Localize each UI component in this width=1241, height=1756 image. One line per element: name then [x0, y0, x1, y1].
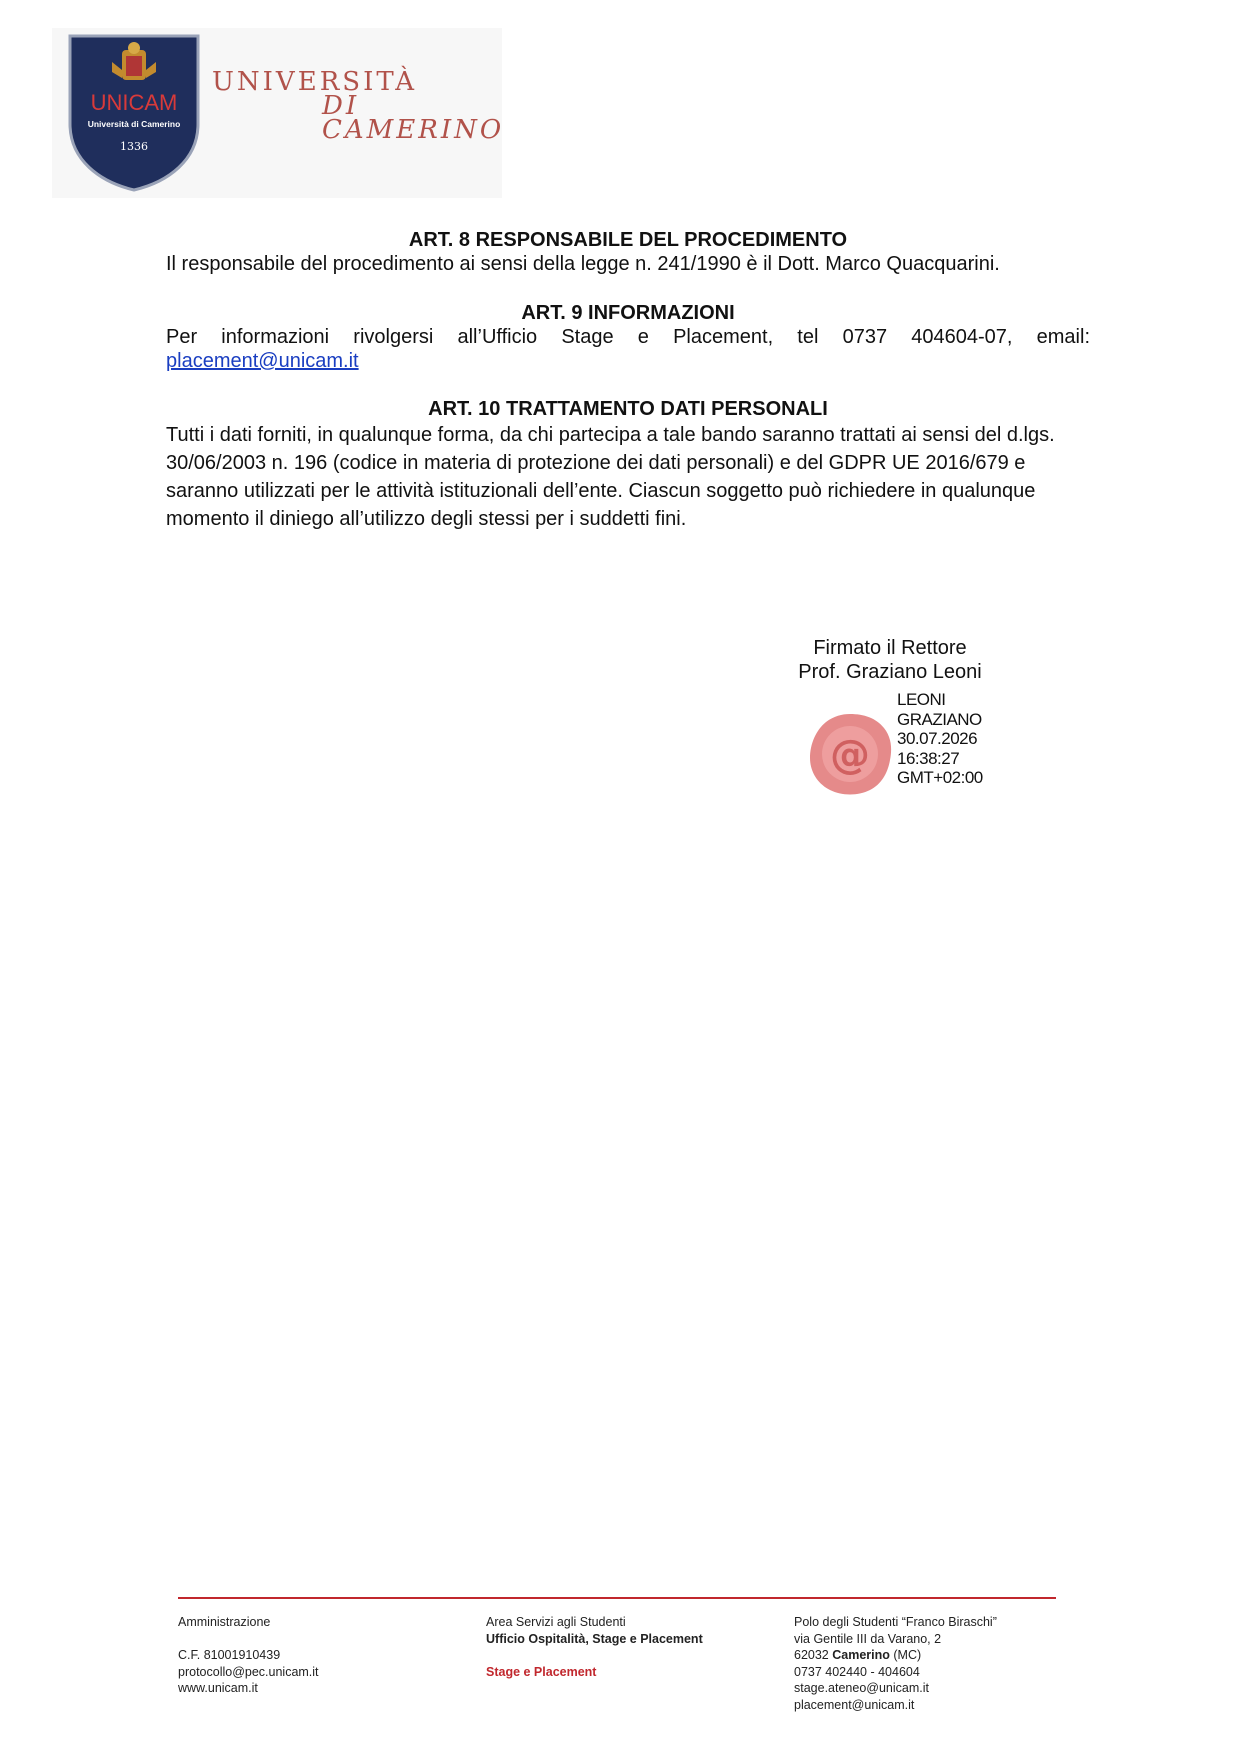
footer-divider [178, 1597, 1056, 1599]
article-title: ART. 10 TRATTAMENTO DATI PERSONALI [428, 398, 828, 420]
footer-line: Ufficio Ospitalità, Stage e Placement [486, 1631, 703, 1646]
university-logo [52, 28, 505, 198]
footer-line: via Gentile III da Varano, 2 [794, 1631, 942, 1646]
signature-line-1: Firmato il Rettore [813, 637, 967, 659]
stamp-line: 16:38:27 [897, 748, 960, 768]
footer-line: Amministrazione [178, 1615, 271, 1629]
stamp-line: LEONI [897, 690, 946, 709]
article-body: Per informazioni rivolgersi all’Ufficio Stage e Placement, tel 0737 404604-07, email: [166, 326, 1090, 348]
footer-column-office [486, 1614, 703, 1680]
stamp-line: GRAZIANO [897, 709, 982, 729]
wax-seal-icon [806, 710, 894, 798]
footer-column-address [794, 1614, 997, 1713]
signature-block [770, 636, 1010, 684]
article-body: Il responsabile del procedimento ai sensi della legge n. 241/1990 è il Dott. Marco Quacquarini. [166, 253, 1000, 275]
footer-column-administration [178, 1614, 319, 1697]
footer-line: protocollo@pec.unicam.it [178, 1664, 319, 1679]
article-title: ART. 8 RESPONSABILE DEL PROCEDIMENTO [408, 229, 848, 251]
province: (MC) [893, 1648, 922, 1662]
stamp-line: 30.07.2026 [897, 729, 978, 748]
wordmark-line2: DI CAMERINO [322, 91, 505, 145]
footer-line: placement@unicam.it [794, 1697, 915, 1712]
footer-line: Stage e Placement [486, 1664, 597, 1679]
svg-text:@: @ [830, 732, 870, 778]
signature-line-2: Prof. Graziano Leoni [798, 661, 982, 683]
footer-line: C.F. 81001910439 [178, 1648, 281, 1662]
footer-line: stage.ateneo@unicam.it [794, 1681, 929, 1695]
article-title: ART. 9 INFORMAZIONI [521, 302, 735, 324]
footer-line: Polo degli Studenti “Franco Biraschi” [794, 1615, 997, 1629]
university-wordmark [212, 67, 505, 145]
email-paragraph [166, 349, 1090, 373]
footer-line [178, 1631, 319, 1648]
document-body [166, 228, 1090, 533]
article-body: Tutti i dati forniti, in qualunque forma, da chi partecipa a tale bando saranno trattati ai sensi del d.lgs. 30/06/2003 n. 196 (codice in materia di protezione dei dati personali) e del GDPR UE 2016/679 e saranno utilizzati per le attività istituzionali dell’ente. Ciascun soggetto può richiedere in qualunque momento il diniego all’utilizzo degli stessi per i suddetti fini. [166, 424, 1055, 530]
article-10 [166, 397, 1090, 533]
footer-line: www.unicam.it [178, 1681, 258, 1695]
footer-line: Area Servizi agli Studenti [486, 1615, 626, 1629]
footer-line [794, 1647, 997, 1664]
digital-signature-stamp [897, 690, 983, 788]
city: Camerino [832, 1648, 890, 1662]
footer-line: 0737 402440 - 404604 [794, 1664, 920, 1679]
logo-subtext: Università di Camerino [87, 119, 181, 129]
unicam-shield-icon [64, 32, 204, 192]
article-9 [166, 301, 1090, 373]
logo-year: 1336 [120, 140, 148, 153]
wordmark-line1: UNIVERSITÀ [212, 67, 418, 97]
postal-code: 62032 [794, 1648, 829, 1662]
article-8 [166, 228, 1090, 276]
email-link[interactable]: placement@unicam.it [166, 350, 359, 372]
stamp-line: GMT+02:00 [897, 768, 983, 787]
logo-text: UNICAM [90, 90, 178, 115]
